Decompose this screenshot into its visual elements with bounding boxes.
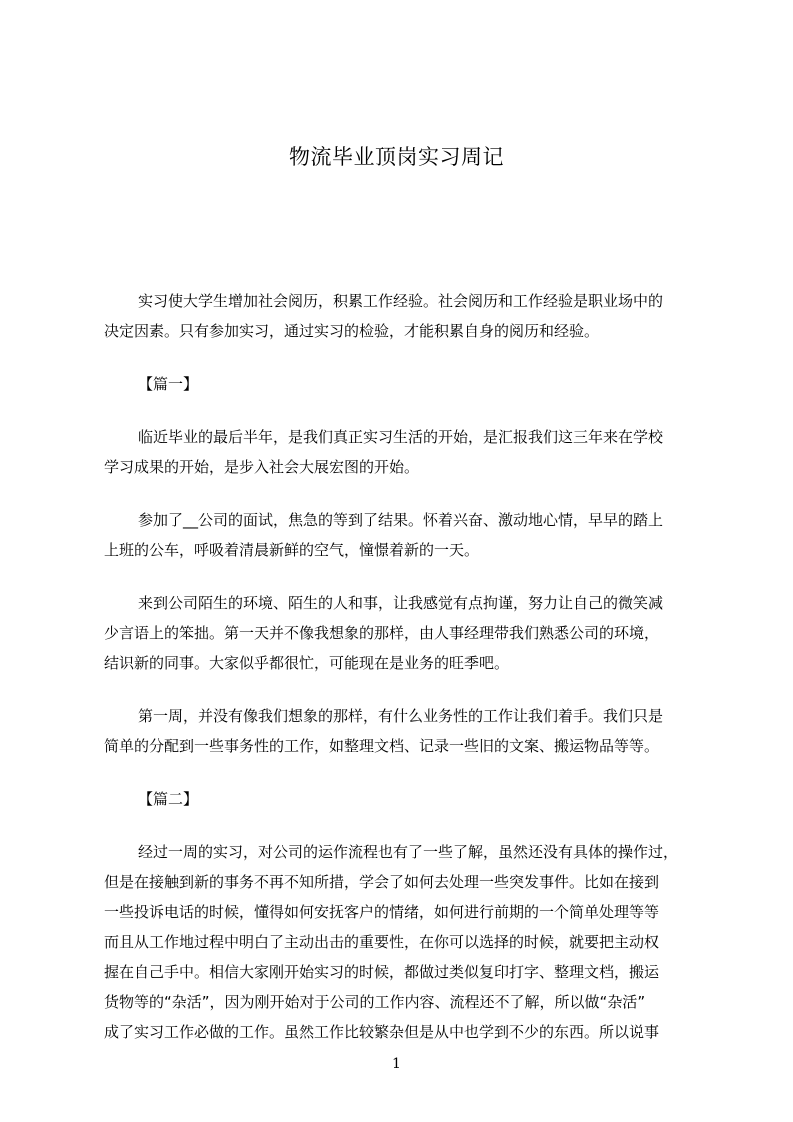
section-heading-text: 【篇二】 xyxy=(138,790,199,808)
text-line: 结识新的同事。大家似乎都很忙，可能现在是业务的旺季吧。 xyxy=(104,654,510,672)
document-body xyxy=(104,286,704,1047)
document-title: 物流毕业顶岗实习周记 xyxy=(289,145,504,169)
text-line: 参加了__公司的面试，焦急的等到了结果。怀着兴奋、激动地心情，早早的踏上 xyxy=(138,511,664,529)
text-line: 简单的分配到一些事务性的工作，如整理文档、记录一些旧的文案、搬运物品等等。 xyxy=(104,737,660,755)
section-heading-2 xyxy=(104,784,704,814)
text-line: 学习成果的开始，是步入社会大展宏图的开始。 xyxy=(104,458,420,476)
paragraph-intro xyxy=(104,286,704,346)
section-heading-1 xyxy=(104,369,704,399)
text-line: 货物等的“杂活”，因为刚开始对于公司的工作内容、流程还不了解，所以做“杂活” xyxy=(104,993,646,1011)
page-number: 1 xyxy=(392,1056,401,1072)
text-line: 成了实习工作必做的工作。虽然工作比较繁杂但是从中也学到不少的东西。所以说事 xyxy=(104,1023,660,1041)
paragraph xyxy=(104,505,704,565)
text-line: 第一周，并没有像我们想象的那样，有什么业务性的工作让我们着手。我们只是 xyxy=(138,707,664,725)
text-line: 临近毕业的最后半年，是我们真正实习生活的开始，是汇报我们这三年来在学校 xyxy=(138,428,664,446)
text-line: 来到公司陌生的环境、陌生的人和事，让我感觉有点拘谨，努力让自己的微笑减 xyxy=(138,594,664,612)
paragraph xyxy=(104,701,704,761)
paragraph xyxy=(104,588,704,678)
text-line: 握在自己手中。相信大家刚开始实习的时候，都做过类似复印打字、整理文档，搬运 xyxy=(104,963,660,981)
text-line: 一些投诉电话的时候，懂得如何安抚客户的情绪，如何进行前期的一个简单处理等等 xyxy=(104,903,660,921)
text-line: 经过一周的实习，对公司的运作流程也有了一些了解，虽然还没有具体的操作过， xyxy=(138,843,679,861)
text-line: 决定因素。只有参加实习，通过实习的检验，才能积累自身的阅历和经验。 xyxy=(104,322,600,340)
section-heading-text: 【篇一】 xyxy=(138,375,199,393)
text-line: 上班的公车，呼吸着清晨新鲜的空气，憧憬着新的一天。 xyxy=(104,541,480,559)
text-line: 而且从工作地过程中明白了主动出击的重要性，在你可以选择的时候，就要把主动权 xyxy=(104,933,660,951)
paragraph xyxy=(104,422,704,482)
text-line: 少言语上的笨拙。第一天并不像我想象的那样，由人事经理带我们熟悉公司的环境， xyxy=(104,624,660,642)
text-line: 实习使大学生增加社会阅历，积累工作经验。社会阅历和工作经验是职业场中的 xyxy=(138,292,664,310)
text-line: 但是在接触到新的事务不再不知所措，学会了如何去处理一些突发事件。比如在接到 xyxy=(104,873,660,891)
paragraph xyxy=(104,837,704,1047)
